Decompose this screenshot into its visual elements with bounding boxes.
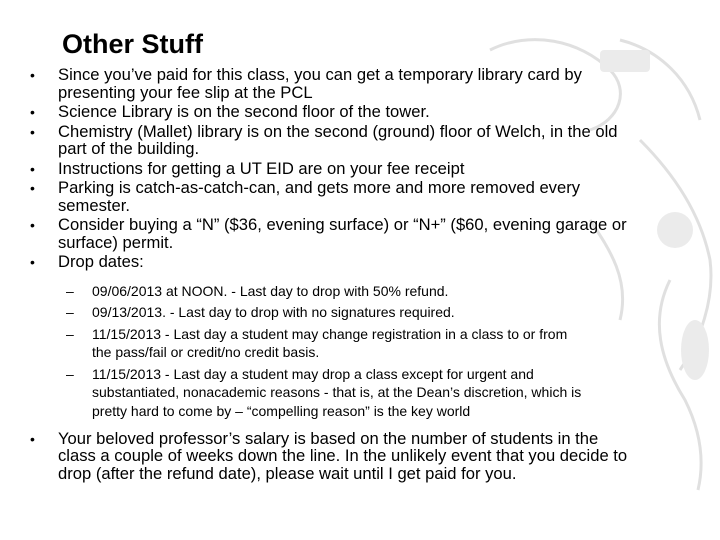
drop-date-item [66,282,586,301]
bullet-icon: • [30,104,35,120]
bullet-science-library [28,103,640,121]
bullet-icon: • [30,180,35,196]
bullet-text: Consider buying a “N” ($36, evening surface) or “N+” ($60, evening garage or surface) permit. [58,215,627,252]
bullet-icon: • [30,123,35,140]
drop-date-text: 09/13/2013. - Last day to drop with no signatures required. [92,304,455,321]
bullet-icon: • [30,160,35,177]
drop-date-text: 11/15/2013 - Last day a student may change registration in a class to or from the pass/fail or credit/no credit basis. [92,325,568,361]
bullet-icon: • [30,254,35,270]
dash-icon: – [66,304,74,321]
bullet-drop-dates [28,253,640,428]
bullet-parking [28,179,640,214]
bullet-text: Drop dates: [58,252,144,271]
bullet-icon: • [30,217,35,233]
bullet-text: Instructions for getting a UT EID are on your fee receipt [58,158,465,178]
bullet-text: Your beloved professor’s salary is based on the number of students in the class a couple of weeks down the line. In the unlikely event that you decide to drop (after the refund date), please wait until I get paid for you. [58,428,628,483]
dash-icon: – [66,325,74,342]
drop-date-item [66,303,586,322]
drop-date-text: 11/15/2013 - Last day a student may drop a class except for urgent and substantiated, nonacademic reasons - that is, at the Dean’s discretion, which is pretty hard to come by – “compelling reason” is the key world [92,365,582,420]
bullet-text: Since you’ve paid for this class, you can get a temporary library card by presenting your fee slip at the PCL [58,65,582,102]
drop-dates-list [66,282,586,421]
bullet-icon: • [30,430,35,447]
drop-date-text: 09/06/2013 at NOON. - Last day to drop with 50% refund. [92,282,449,299]
bullet-chemistry-library [28,123,640,158]
bullet-text: Science Library is on the second floor of the tower. [58,102,430,121]
bullet-icon: • [30,67,35,83]
drop-date-item [66,325,586,362]
bullet-ut-eid [28,160,640,178]
bullet-professor-salary [28,430,640,483]
bullet-text: Parking is catch-as-catch-can, and gets more and more removed every semester. [58,178,581,215]
bullet-library-card [28,66,640,101]
bullet-permit [28,216,640,251]
bullet-text: Chemistry (Mallet) library is on the second (ground) floor of Welch, in the old part of the building. [58,121,618,158]
dash-icon: – [66,282,74,299]
dash-icon: – [66,365,74,382]
drop-date-item [66,365,586,421]
bullet-list [28,66,640,484]
slide-title: Other Stuff [62,29,203,59]
